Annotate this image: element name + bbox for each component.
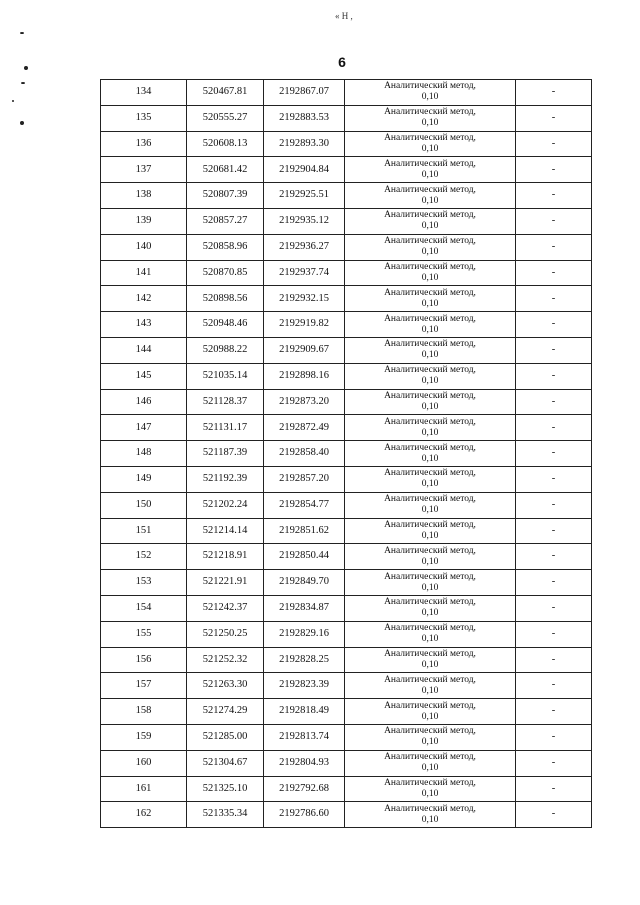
scan-speck — [12, 100, 14, 102]
scan-speck — [20, 32, 24, 34]
method-cell — [345, 337, 516, 363]
method-cell — [345, 750, 516, 776]
x-coordinate-cell: 521221.91 — [187, 570, 264, 596]
method-cell — [345, 441, 516, 467]
y-coordinate-cell: 2192872.49 — [264, 415, 345, 441]
x-coordinate-cell: 520608.13 — [187, 131, 264, 157]
point-number-cell: 134 — [101, 80, 187, 106]
x-coordinate-cell: 520898.56 — [187, 286, 264, 312]
x-coordinate-cell: 521304.67 — [187, 750, 264, 776]
point-number-cell: 162 — [101, 802, 187, 828]
x-coordinate-cell: 521285.00 — [187, 724, 264, 750]
method-cell — [345, 802, 516, 828]
y-coordinate-cell: 2192893.30 — [264, 131, 345, 157]
point-number-cell: 150 — [101, 492, 187, 518]
x-coordinate-cell: 521325.10 — [187, 776, 264, 802]
x-coordinate-cell: 521242.37 — [187, 595, 264, 621]
y-coordinate-cell: 2192857.20 — [264, 466, 345, 492]
point-number-cell: 156 — [101, 647, 187, 673]
method-cell — [345, 234, 516, 260]
method-precision: 0,10 — [421, 685, 439, 696]
x-coordinate-cell: 521202.24 — [187, 492, 264, 518]
method-cell — [345, 518, 516, 544]
table-row — [101, 363, 592, 389]
table-row — [101, 157, 592, 183]
method-label: Аналитический метод, — [384, 623, 476, 634]
table-row — [101, 595, 592, 621]
method-cell — [345, 131, 516, 157]
table-row — [101, 234, 592, 260]
method-cell — [345, 183, 516, 209]
table-row — [101, 776, 592, 802]
x-coordinate-cell: 520857.27 — [187, 208, 264, 234]
y-coordinate-cell: 2192849.70 — [264, 570, 345, 596]
table-row — [101, 260, 592, 286]
method-precision: 0,10 — [421, 376, 439, 387]
method-cell — [345, 699, 516, 725]
y-coordinate-cell: 2192828.25 — [264, 647, 345, 673]
point-number-cell: 140 — [101, 234, 187, 260]
method-label: Аналитический метод, — [384, 571, 476, 582]
method-label: Аналитический метод, — [384, 365, 476, 376]
x-coordinate-cell: 520467.81 — [187, 80, 264, 106]
coordinates-table — [100, 79, 592, 828]
table-row — [101, 466, 592, 492]
dash-cell: - — [516, 105, 592, 131]
method-label: Аналитический метод, — [384, 261, 476, 272]
x-coordinate-cell: 521131.17 — [187, 415, 264, 441]
x-coordinate-cell: 521263.30 — [187, 673, 264, 699]
method-label: Аналитический метод, — [384, 777, 476, 788]
method-precision: 0,10 — [421, 247, 439, 258]
method-cell — [345, 415, 516, 441]
method-cell — [345, 105, 516, 131]
table-row — [101, 544, 592, 570]
y-coordinate-cell: 2192909.67 — [264, 337, 345, 363]
table-row — [101, 312, 592, 338]
y-coordinate-cell: 2192804.93 — [264, 750, 345, 776]
method-precision: 0,10 — [421, 763, 439, 774]
method-cell — [345, 157, 516, 183]
method-cell — [345, 208, 516, 234]
method-label: Аналитический метод, — [384, 416, 476, 427]
table-row — [101, 699, 592, 725]
method-label: Аналитический метод, — [384, 752, 476, 763]
y-coordinate-cell: 2192786.60 — [264, 802, 345, 828]
method-label: Аналитический метод, — [384, 545, 476, 556]
method-cell — [345, 312, 516, 338]
table-row — [101, 724, 592, 750]
method-precision: 0,10 — [421, 118, 439, 129]
y-coordinate-cell: 2192834.87 — [264, 595, 345, 621]
method-label: Аналитический метод, — [384, 287, 476, 298]
method-label: Аналитический метод, — [384, 158, 476, 169]
x-coordinate-cell: 521218.91 — [187, 544, 264, 570]
method-precision: 0,10 — [421, 195, 439, 206]
y-coordinate-cell: 2192867.07 — [264, 80, 345, 106]
y-coordinate-cell: 2192813.74 — [264, 724, 345, 750]
scan-speck — [20, 121, 24, 125]
x-coordinate-cell: 520948.46 — [187, 312, 264, 338]
method-cell — [345, 80, 516, 106]
dash-cell: - — [516, 183, 592, 209]
method-label: Аналитический метод, — [384, 81, 476, 92]
dash-cell: - — [516, 157, 592, 183]
x-coordinate-cell: 521192.39 — [187, 466, 264, 492]
method-precision: 0,10 — [421, 814, 439, 825]
point-number-cell: 161 — [101, 776, 187, 802]
method-label: Аналитический метод, — [384, 494, 476, 505]
point-number-cell: 159 — [101, 724, 187, 750]
table-row — [101, 621, 592, 647]
method-precision: 0,10 — [421, 272, 439, 283]
point-number-cell: 148 — [101, 441, 187, 467]
scan-speck — [21, 82, 25, 84]
method-precision: 0,10 — [421, 479, 439, 490]
point-number-cell: 149 — [101, 466, 187, 492]
y-coordinate-cell: 2192925.51 — [264, 183, 345, 209]
table-row — [101, 518, 592, 544]
point-number-cell: 147 — [101, 415, 187, 441]
x-coordinate-cell: 521214.14 — [187, 518, 264, 544]
method-cell — [345, 492, 516, 518]
point-number-cell: 157 — [101, 673, 187, 699]
method-label: Аналитический метод, — [384, 236, 476, 247]
y-coordinate-cell: 2192935.12 — [264, 208, 345, 234]
method-precision: 0,10 — [421, 427, 439, 438]
method-label: Аналитический метод, — [384, 339, 476, 350]
table-row — [101, 389, 592, 415]
table-row — [101, 750, 592, 776]
y-coordinate-cell: 2192818.49 — [264, 699, 345, 725]
x-coordinate-cell: 521128.37 — [187, 389, 264, 415]
method-label: Аналитический метод, — [384, 674, 476, 685]
y-coordinate-cell: 2192823.39 — [264, 673, 345, 699]
y-coordinate-cell: 2192883.53 — [264, 105, 345, 131]
top-mark: « Н , — [335, 11, 353, 21]
method-label: Аналитический метод, — [384, 700, 476, 711]
page-number: 6 — [338, 54, 346, 70]
method-cell — [345, 363, 516, 389]
method-label: Аналитический метод, — [384, 519, 476, 530]
dash-cell: - — [516, 621, 592, 647]
method-label: Аналитический метод, — [384, 468, 476, 479]
method-precision: 0,10 — [421, 737, 439, 748]
y-coordinate-cell: 2192904.84 — [264, 157, 345, 183]
dash-cell: - — [516, 492, 592, 518]
point-number-cell: 143 — [101, 312, 187, 338]
point-number-cell: 153 — [101, 570, 187, 596]
method-precision: 0,10 — [421, 556, 439, 567]
dash-cell: - — [516, 647, 592, 673]
dash-cell: - — [516, 234, 592, 260]
dash-cell: - — [516, 518, 592, 544]
method-cell — [345, 776, 516, 802]
method-precision: 0,10 — [421, 788, 439, 799]
method-precision: 0,10 — [421, 143, 439, 154]
dash-cell: - — [516, 544, 592, 570]
method-label: Аналитический метод, — [384, 390, 476, 401]
dash-cell: - — [516, 260, 592, 286]
dash-cell: - — [516, 312, 592, 338]
method-precision: 0,10 — [421, 324, 439, 335]
x-coordinate-cell: 520870.85 — [187, 260, 264, 286]
method-cell — [345, 647, 516, 673]
method-label: Аналитический метод, — [384, 726, 476, 737]
method-precision: 0,10 — [421, 634, 439, 645]
dash-cell: - — [516, 673, 592, 699]
x-coordinate-cell: 521035.14 — [187, 363, 264, 389]
method-label: Аналитический метод, — [384, 184, 476, 195]
point-number-cell: 137 — [101, 157, 187, 183]
y-coordinate-cell: 2192936.27 — [264, 234, 345, 260]
y-coordinate-cell: 2192854.77 — [264, 492, 345, 518]
table-row — [101, 647, 592, 673]
method-precision: 0,10 — [421, 711, 439, 722]
method-precision: 0,10 — [421, 221, 439, 232]
table-row — [101, 286, 592, 312]
dash-cell: - — [516, 337, 592, 363]
x-coordinate-cell: 520858.96 — [187, 234, 264, 260]
method-label: Аналитический метод, — [384, 107, 476, 118]
y-coordinate-cell: 2192873.20 — [264, 389, 345, 415]
point-number-cell: 151 — [101, 518, 187, 544]
dash-cell: - — [516, 80, 592, 106]
point-number-cell: 154 — [101, 595, 187, 621]
x-coordinate-cell: 521252.32 — [187, 647, 264, 673]
y-coordinate-cell: 2192858.40 — [264, 441, 345, 467]
method-cell — [345, 389, 516, 415]
point-number-cell: 145 — [101, 363, 187, 389]
table-row — [101, 673, 592, 699]
method-cell — [345, 570, 516, 596]
x-coordinate-cell: 521335.34 — [187, 802, 264, 828]
method-cell — [345, 260, 516, 286]
method-label: Аналитический метод, — [384, 648, 476, 659]
method-cell — [345, 673, 516, 699]
dash-cell: - — [516, 595, 592, 621]
scan-speck — [24, 66, 28, 70]
dash-cell: - — [516, 131, 592, 157]
table-row — [101, 802, 592, 828]
table-row — [101, 208, 592, 234]
method-label: Аналитический метод, — [384, 210, 476, 221]
point-number-cell: 144 — [101, 337, 187, 363]
table-row — [101, 131, 592, 157]
y-coordinate-cell: 2192937.74 — [264, 260, 345, 286]
method-precision: 0,10 — [421, 92, 439, 103]
coordinates-table-body — [101, 80, 592, 828]
method-precision: 0,10 — [421, 169, 439, 180]
x-coordinate-cell: 520681.42 — [187, 157, 264, 183]
dash-cell: - — [516, 802, 592, 828]
x-coordinate-cell: 521274.29 — [187, 699, 264, 725]
x-coordinate-cell: 521250.25 — [187, 621, 264, 647]
x-coordinate-cell: 520555.27 — [187, 105, 264, 131]
point-number-cell: 135 — [101, 105, 187, 131]
table-row — [101, 80, 592, 106]
method-precision: 0,10 — [421, 505, 439, 516]
dash-cell: - — [516, 363, 592, 389]
point-number-cell: 155 — [101, 621, 187, 647]
method-precision: 0,10 — [421, 659, 439, 670]
dash-cell: - — [516, 441, 592, 467]
point-number-cell: 152 — [101, 544, 187, 570]
method-precision: 0,10 — [421, 453, 439, 464]
table-row — [101, 183, 592, 209]
dash-cell: - — [516, 724, 592, 750]
y-coordinate-cell: 2192829.16 — [264, 621, 345, 647]
y-coordinate-cell: 2192792.68 — [264, 776, 345, 802]
dash-cell: - — [516, 699, 592, 725]
point-number-cell: 158 — [101, 699, 187, 725]
dash-cell: - — [516, 415, 592, 441]
dash-cell: - — [516, 286, 592, 312]
point-number-cell: 141 — [101, 260, 187, 286]
point-number-cell: 139 — [101, 208, 187, 234]
method-precision: 0,10 — [421, 608, 439, 619]
method-cell — [345, 621, 516, 647]
method-precision: 0,10 — [421, 582, 439, 593]
method-label: Аналитический метод, — [384, 597, 476, 608]
dash-cell: - — [516, 466, 592, 492]
dash-cell: - — [516, 776, 592, 802]
table-row — [101, 337, 592, 363]
table-row — [101, 105, 592, 131]
dash-cell: - — [516, 750, 592, 776]
method-label: Аналитический метод, — [384, 803, 476, 814]
y-coordinate-cell: 2192898.16 — [264, 363, 345, 389]
method-label: Аналитический метод, — [384, 132, 476, 143]
dash-cell: - — [516, 389, 592, 415]
dash-cell: - — [516, 570, 592, 596]
y-coordinate-cell: 2192919.82 — [264, 312, 345, 338]
method-cell — [345, 544, 516, 570]
table-row — [101, 492, 592, 518]
method-precision: 0,10 — [421, 350, 439, 361]
method-cell — [345, 595, 516, 621]
method-precision: 0,10 — [421, 401, 439, 412]
y-coordinate-cell: 2192850.44 — [264, 544, 345, 570]
point-number-cell: 138 — [101, 183, 187, 209]
x-coordinate-cell: 520988.22 — [187, 337, 264, 363]
method-cell — [345, 466, 516, 492]
method-label: Аналитический метод, — [384, 442, 476, 453]
method-label: Аналитический метод, — [384, 313, 476, 324]
method-cell — [345, 724, 516, 750]
x-coordinate-cell: 520807.39 — [187, 183, 264, 209]
y-coordinate-cell: 2192851.62 — [264, 518, 345, 544]
method-precision: 0,10 — [421, 530, 439, 541]
point-number-cell: 136 — [101, 131, 187, 157]
method-precision: 0,10 — [421, 298, 439, 309]
table-row — [101, 441, 592, 467]
table-row — [101, 570, 592, 596]
point-number-cell: 142 — [101, 286, 187, 312]
point-number-cell: 146 — [101, 389, 187, 415]
method-cell — [345, 286, 516, 312]
dash-cell: - — [516, 208, 592, 234]
table-row — [101, 415, 592, 441]
y-coordinate-cell: 2192932.15 — [264, 286, 345, 312]
x-coordinate-cell: 521187.39 — [187, 441, 264, 467]
point-number-cell: 160 — [101, 750, 187, 776]
